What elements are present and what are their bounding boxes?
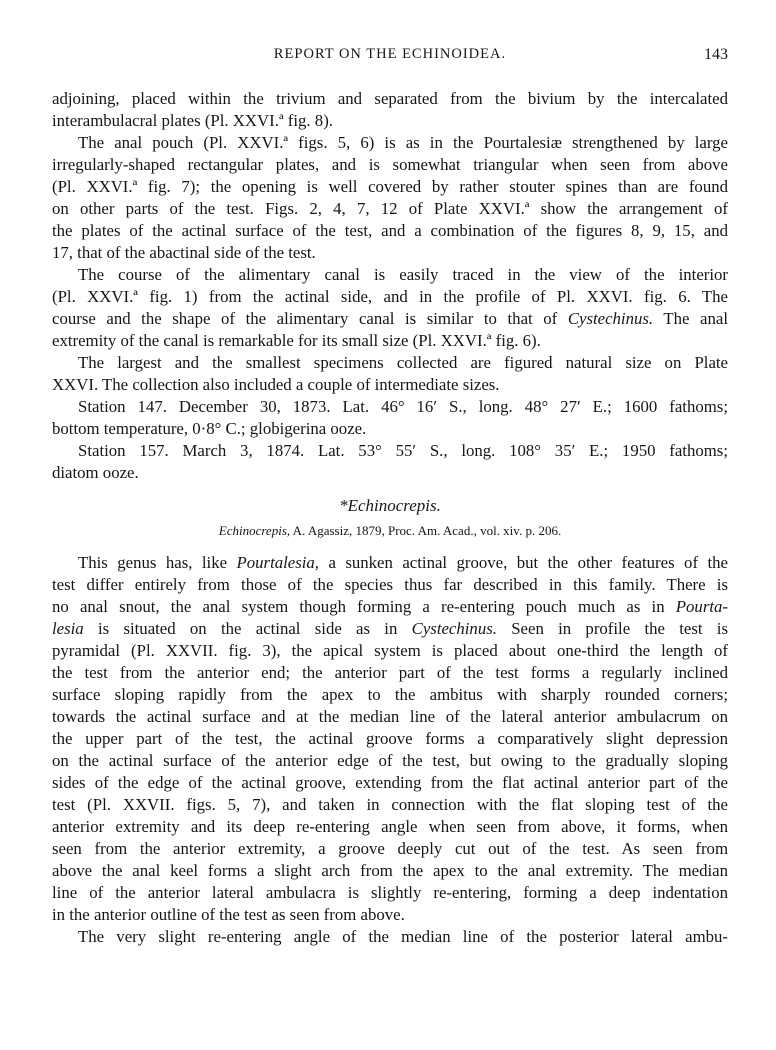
text-line: the upper part of the test, the actinal groove forms a comparatively slight depression (52, 729, 728, 748)
genus-name-italic: lesia (52, 619, 84, 638)
text-line: on the actinal surface of the anterior edge of the test, but owing to the gradually sloping (52, 751, 728, 770)
text-line: The very slight re-entering angle of the median line of the posterior lateral ambu- (78, 927, 728, 946)
text-line (52, 308, 728, 330)
text-line (52, 596, 728, 618)
text-line: test (Pl. XXVII. figs. 5, 7), and taken in connection with the flat sloping test of the (52, 795, 728, 814)
synonymy-line (52, 520, 728, 542)
genus-name-italic: Pourta- (675, 597, 728, 616)
page (52, 36, 728, 948)
text-line: in the anterior outline of the test as seen from above. (52, 905, 405, 924)
text-line (52, 552, 728, 574)
synonymy-citation: A. Agassiz, 1879, Proc. Am. Acad., vol. xiv. p. 206. (290, 523, 562, 538)
text-run: This genus has, like (78, 553, 237, 572)
text-line: test differ entirely from those of the species thus far described in this family. There is (52, 575, 728, 594)
station-line: Station 157. March 3, 1874. Lat. 53° 55′ S., long. 108° 35′ E.; 1950 fathoms; (78, 441, 728, 460)
synonymy-genus: Echinocrepis, (218, 523, 291, 538)
text-line: The largest and the smallest specimens collected are figured natural size on Plate (78, 353, 728, 372)
page-header (52, 36, 728, 64)
text-line: the plates of the actinal surface of the test, and a combination of the figures 8, 9, 15, and (52, 221, 728, 240)
text-line: sides of the edge of the actinal groove, extending from the flat actinal anterior part of the (52, 773, 728, 792)
station-line: Station 147. December 30, 1873. Lat. 46° 16′ S., long. 48° 27′ E.; 1600 fathoms; (78, 397, 728, 416)
text-line: pyramidal (Pl. XXVII. fig. 3), the apical system is placed about one-third the length of (52, 641, 728, 660)
text-run: The anal (653, 309, 728, 328)
text-line: on other parts of the test. Figs. 2, 4, 7, 12 of Plate XXVI.ª show the arrangement of (52, 199, 728, 218)
text-line: the test from the anterior end; the anterior part of the test forms a regularly inclined (52, 663, 728, 682)
text-body (52, 88, 728, 948)
genus-name-italic: Pourtalesia, (236, 553, 320, 572)
text-line: adjoining, placed within the trivium and separated from the bivium by the intercalated (52, 89, 728, 108)
text-run: a sunken actinal groove, but the other features of the (319, 553, 728, 572)
text-line: surface sloping rapidly from the apex to the ambitus with sharply rounded corners; (52, 685, 728, 704)
text-line: above the anal keel forms a slight arch from the apex to the anal extremity. The median (52, 861, 728, 880)
text-line: extremity of the canal is remarkable for its small size (Pl. XXVI.ª fig. 6). (52, 331, 541, 350)
text-line: anterior extremity and its deep re-entering angle when seen from above, it forms, when (52, 817, 728, 836)
text-run: is situated on the actinal side as in (83, 619, 412, 638)
text-line: XXVI. The collection also included a couple of intermediate sizes. (52, 375, 500, 394)
text-line: (Pl. XXVI.ª fig. 7); the opening is well covered by rather stouter spines than are found (52, 177, 728, 196)
text-run: course and the shape of the alimentary canal is similar to that of (52, 309, 568, 328)
page-number: 143 (704, 46, 728, 63)
text-line (52, 618, 728, 640)
text-line: seen from the anterior extremity, a groove deeply cut out of the test. As seen from (52, 839, 728, 858)
text-line: (Pl. XXVI.ª fig. 1) from the actinal side, and in the profile of Pl. XXVI. fig. 6. The (52, 287, 728, 306)
text-line: interambulacral plates (Pl. XXVI.ª fig. 8). (52, 111, 333, 130)
text-line: The anal pouch (Pl. XXVI.ª figs. 5, 6) is as in the Pourtalesiæ strengthened by large (78, 133, 728, 152)
text-run: Seen in profile the test is (496, 619, 728, 638)
running-head: REPORT ON THE ECHINOIDEA. (273, 46, 507, 62)
text-line: towards the actinal surface and at the median line of the lateral anterior ambulacrum on (52, 707, 728, 726)
text-line: irregularly-shaped rectangular plates, and is somewhat triangular when seen from above (52, 155, 728, 174)
station-line: bottom temperature, 0·8° C.; globigerina ooze. (52, 419, 367, 438)
genus-name-italic: Cystechinus. (567, 309, 654, 328)
text-line: line of the anterior lateral ambulacra is slightly re-entering, forming a deep indentation (52, 883, 728, 902)
text-run: no anal snout, the anal system though forming a re-entering pouch much as in (52, 597, 676, 616)
section-title: *Echinocrepis. (339, 496, 441, 515)
text-line: 17, that of the abactinal side of the test. (52, 243, 316, 262)
text-line: The course of the alimentary canal is easily traced in the view of the interior (78, 265, 728, 284)
station-line: diatom ooze. (52, 463, 139, 482)
genus-name-italic: Cystechinus. (411, 619, 497, 638)
